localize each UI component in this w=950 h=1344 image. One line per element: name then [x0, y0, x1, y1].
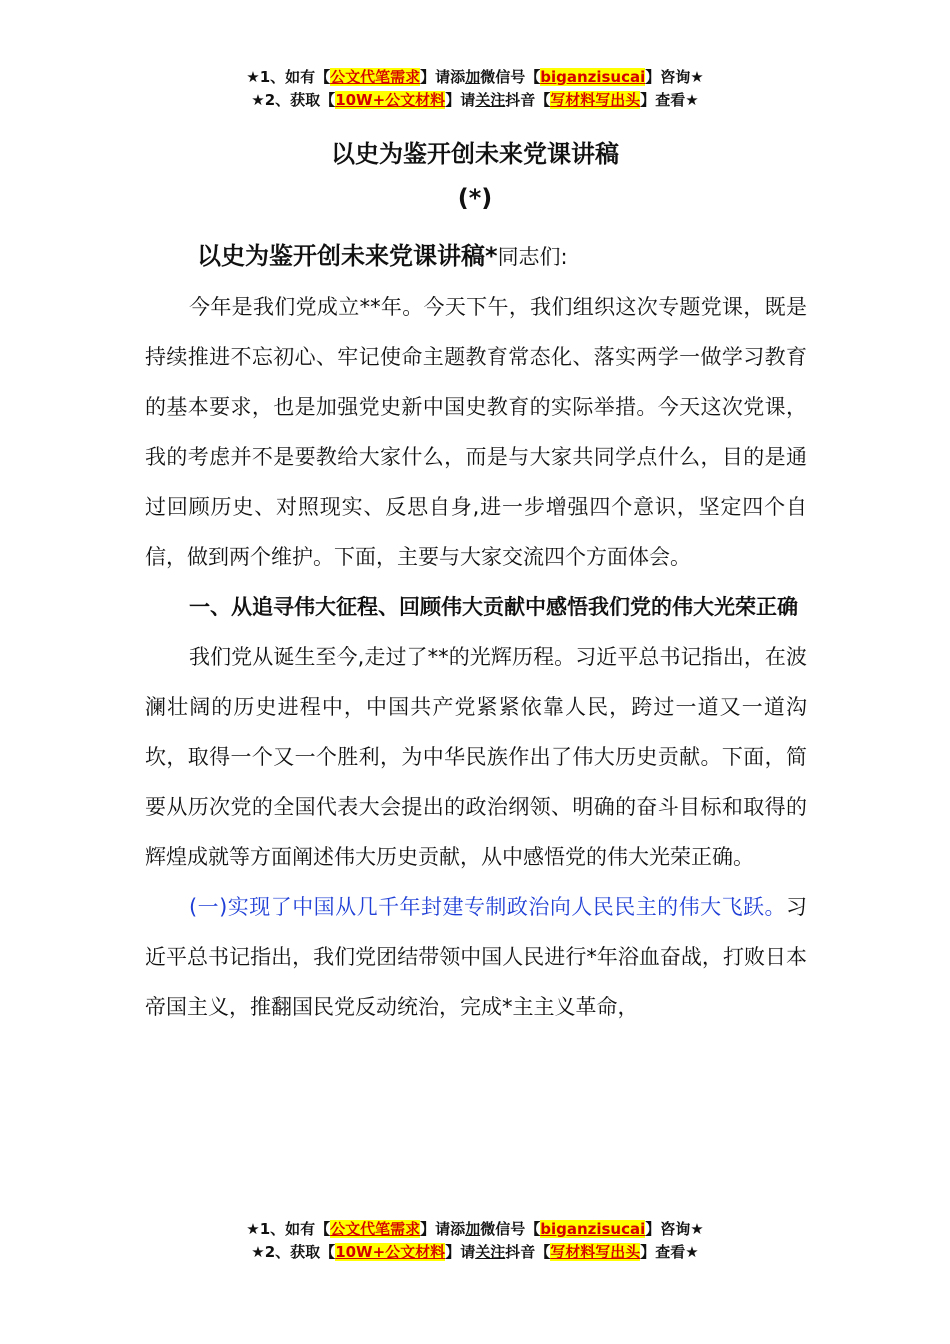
promo-text: 】查看★	[640, 1243, 699, 1261]
promo-line-1	[0, 66, 950, 89]
promo-text: 抖音【	[505, 1243, 551, 1261]
promo-text: 】请	[445, 91, 476, 109]
promo-text: 抖音【	[505, 91, 551, 109]
promo-underline: 加	[465, 68, 481, 86]
promo-underline: 加	[465, 1220, 481, 1238]
salutation-title: 以史为鉴开创未来党课讲稿*	[197, 242, 498, 270]
promo-text: 微信号【	[480, 68, 541, 86]
promo-text: ★2、获取【	[251, 91, 336, 109]
promo-text: 】请	[445, 1243, 476, 1261]
douyin-account-highlight: 写材料写出头	[550, 91, 641, 109]
promo-highlight: 公文代笔需求	[330, 1220, 421, 1238]
promo-line-1	[0, 1218, 950, 1241]
promo-text: 微信号【	[480, 1220, 541, 1238]
promo-text: ★2、获取【	[251, 1243, 336, 1261]
paragraph-subsection-1	[145, 882, 807, 1032]
document-body	[145, 236, 807, 1032]
section-heading-1: 一、从追寻伟大征程、回顾伟大贡献中感悟我们党的伟大光荣正确	[189, 595, 798, 619]
wechat-id-highlight: biganzisucai	[540, 68, 646, 86]
paragraph-intro: 今年是我们党成立**年。今天下午，我们组织这次专题党课，既是持续推进不忘初心、牢记使命主题教育常态化、落实两学一做学习教育的基本要求，也是加强党史新中国史教育的实际举措。今天这次党课，我的考虑并不是要教给大家什么，而是与大家共同学点什么，目的是通过回顾历史、对照现实、反思自身,进一步增强四个意识，坚定四个自信，做到两个维护。下面，主要与大家交流四个方面体会。	[145, 295, 807, 569]
promo-line-2	[0, 1241, 950, 1264]
promo-line-2	[0, 89, 950, 112]
promo-highlight: 10W+公文材料	[335, 91, 446, 109]
promo-banner-bottom	[0, 1218, 950, 1264]
salutation-text: 同志们:	[497, 245, 568, 269]
promo-text: 】请添	[420, 1220, 466, 1238]
wechat-id-highlight: biganzisucai	[540, 1220, 646, 1238]
promo-text: 】咨询★	[645, 68, 704, 86]
promo-banner-top	[0, 66, 950, 112]
douyin-account-highlight: 写材料写出头	[550, 1243, 641, 1261]
promo-underline: 关注	[475, 1243, 506, 1261]
salutation	[197, 236, 807, 282]
document-subtitle: (*)	[457, 184, 493, 212]
promo-text: 】查看★	[640, 91, 699, 109]
paragraph-history: 我们党从诞生至今,走过了**的光辉历程。习近平总书记指出，在波澜壮阔的历史进程中，中国共产党紧紧依靠人民，跨过一道又一道沟坎，取得一个又一个胜利，为中华民族作出了伟大历史贡献。下面，简要从历次党的全国代表大会提出的政治纲领、明确的奋斗目标和取得的辉煌成就等方面阐述伟大历史贡献，从中感悟党的伟大光荣正确。	[145, 645, 807, 869]
subsection-text: 习近平总书记指出，我们党团结带领中国人民进行*年浴血奋战，打败日本帝国主义，推翻国民党反动统治，完成*主主义革命，	[145, 895, 807, 1019]
promo-highlight: 10W+公文材料	[335, 1243, 446, 1261]
promo-highlight: 公文代笔需求	[330, 68, 421, 86]
document-title: 以史为鉴开创未来党课讲稿	[331, 140, 619, 168]
promo-text: ★1、如有【	[246, 68, 331, 86]
promo-text: 】请添	[420, 68, 466, 86]
promo-underline: 关注	[475, 91, 506, 109]
subsection-heading-1: (一)实现了中国从几千年封建专制政治向人民民主的伟大飞跃。	[189, 895, 786, 919]
promo-text: 】咨询★	[645, 1220, 704, 1238]
promo-text: ★1、如有【	[246, 1220, 331, 1238]
